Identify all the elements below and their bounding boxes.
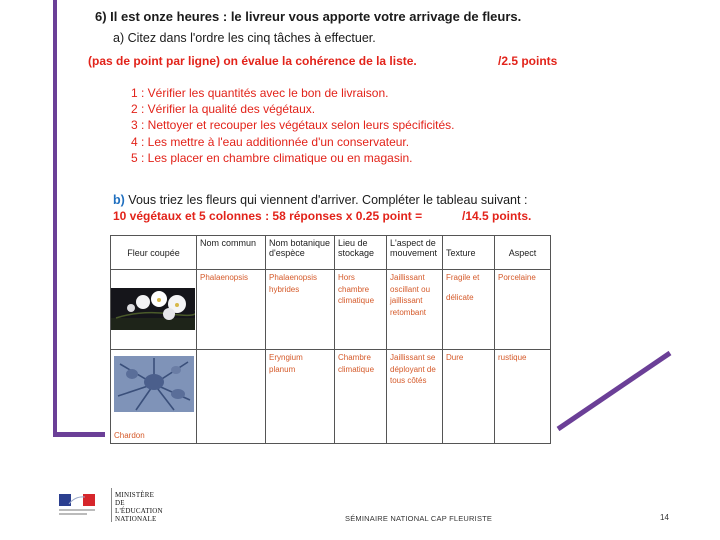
header-movement: L'aspect de mouvement: [387, 236, 443, 270]
cell-movement: Jaillissant se déployant de tous côtés: [387, 350, 443, 444]
orchid-photo: [111, 288, 195, 330]
header-texture: Texture: [443, 236, 495, 270]
task-item: 4 : Les mettre à l'eau additionnée d'un conservateur.: [131, 134, 410, 149]
question-title: 6) Il est onze heures : le livreur vous apporte votre arrivage de fleurs.: [95, 9, 522, 24]
cell-botanical-name: Eryngium planum: [266, 350, 335, 444]
cell-botanical-name: Phalaenopsis hybrides: [266, 270, 335, 350]
cell-flower-image: [111, 350, 197, 444]
ministry-name: MINISTÈRE DE L'ÉDUCATION NATIONALE: [115, 491, 163, 523]
question-part-b: [113, 193, 527, 207]
ministry-logo: [55, 488, 168, 522]
header-aspect: Aspect: [495, 236, 551, 270]
cell-storage: Hors chambre climatique: [335, 270, 387, 350]
task-item: 1 : Vérifier les quantités avec le bon de livraison.: [131, 86, 389, 100]
table-row: [111, 350, 551, 444]
texture-line: délicate: [446, 292, 474, 302]
table-row: [111, 270, 551, 350]
task-item: 2 : Vérifier la qualité des végétaux.: [131, 102, 316, 117]
thistle-photo: [114, 356, 194, 412]
task-item: 5 : Les placer en chambre climatique ou en magasin.: [131, 150, 413, 165]
texture-line: Fragile et: [446, 273, 480, 282]
header-storage: Lieu de stockage: [335, 236, 387, 270]
scoring-count: 10 végétaux et 5 colonnes : 58 réponses x 0.25 point =: [113, 209, 423, 223]
republique-flag-icon: [59, 494, 95, 506]
cell-common-name: [197, 350, 266, 444]
scoring-points-b: /14.5 points.: [462, 209, 532, 223]
cell-movement: Jaillissant oscillant ou jaillissant retombant: [387, 270, 443, 350]
part-b-text: Vous triez les fleurs qui viennent d'arriver. Compléter le tableau suivant :: [128, 193, 528, 207]
flower-name: Chardon: [114, 430, 145, 440]
cell-texture: Dure: [443, 350, 495, 444]
question-part-a: a) Citez dans l'ordre les cinq tâches à effectuer.: [113, 31, 376, 45]
cell-aspect: Porcelaine: [495, 270, 551, 350]
header-botanical-name: Nom botanique d'espèce: [266, 236, 335, 270]
cell-flower-image: [111, 270, 197, 350]
footer-text: SÉMINAIRE NATIONAL CAP FLEURISTE: [345, 514, 493, 523]
flower-table: [110, 235, 551, 444]
cell-texture: [443, 270, 495, 350]
cell-storage: Chambre climatique: [335, 350, 387, 444]
scoring-note: (pas de point par ligne) on évalue la cohérence de la liste.: [88, 54, 417, 68]
scoring-points-a: /2.5 points: [498, 54, 558, 68]
task-item: 3 : Nettoyer et recouper les végétaux selon leurs spécificités.: [131, 118, 455, 133]
header-common-name: Nom commun: [197, 236, 266, 270]
task-list: [131, 85, 455, 166]
logo-caption-line: [59, 513, 87, 515]
part-b-label: b): [113, 193, 125, 207]
page-number: 14: [660, 513, 669, 522]
cell-common-name: Phalaenopsis: [197, 270, 266, 350]
logo-separator: [111, 488, 112, 522]
header-cut-flower: Fleur coupée: [111, 236, 197, 270]
logo-caption-line: [59, 509, 95, 511]
cell-aspect: rustique: [495, 350, 551, 444]
table-header-row: [111, 236, 551, 270]
